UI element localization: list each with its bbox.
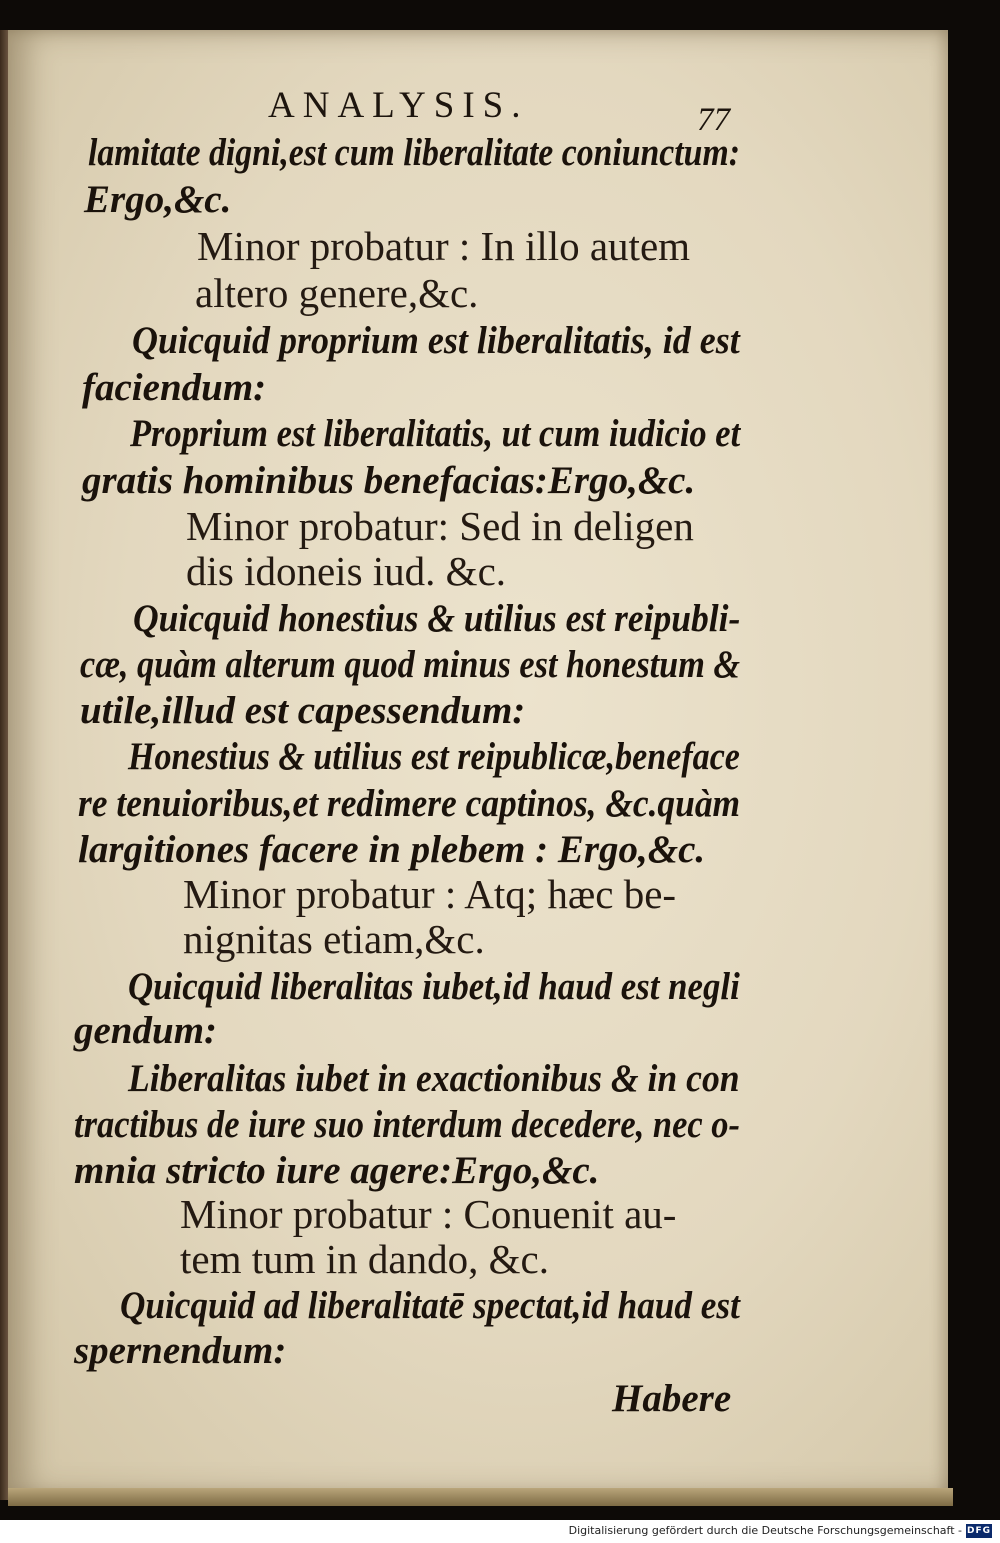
- text-line: mnia stricto iure agere:Ergo,&c.: [74, 1149, 600, 1192]
- text-line: Quicquid honestius & utilius est reipubli-: [133, 597, 741, 640]
- page-number: 77: [697, 102, 730, 138]
- text-line: gendum:: [74, 1009, 218, 1052]
- text-line: utile,illud est capessendum:: [80, 689, 526, 732]
- text-line: spernendum:: [74, 1329, 287, 1372]
- running-title: ANALYSIS.: [268, 85, 529, 126]
- text-line: Quicquid liberalitas iubet,id haud est negli: [128, 965, 740, 1008]
- text-line: Quicquid ad liberalitatē spectat,id haud est: [120, 1284, 740, 1327]
- text-line: Minor probatur : In illo autem: [197, 223, 691, 269]
- text-line: Honestius & utilius est reipublicæ,beneface: [128, 735, 740, 778]
- footer-bar: [0, 1520, 1000, 1543]
- dfg-logo-icon: DFG: [966, 1526, 991, 1536]
- text-line: gratis hominibus benefacias:Ergo,&c.: [82, 459, 696, 502]
- text-line: re tenuioribus,et redimere captinos, &c.quàm: [78, 782, 741, 825]
- text-line: Minor probatur: Sed in deligen: [186, 503, 694, 549]
- text-line: faciendum:: [82, 366, 267, 409]
- text-line: largitiones facere in plebem : Ergo,&c.: [78, 828, 706, 871]
- text-line: dis idoneis iud. &c.: [186, 548, 507, 594]
- catchword: Habere: [612, 1377, 732, 1420]
- text-line: Quicquid proprium est liberalitatis, id est: [132, 319, 740, 362]
- text-line: tem tum in dando, &c.: [180, 1236, 549, 1282]
- text-line: Minor probatur : Conuenit au-: [180, 1191, 677, 1237]
- text-line: altero genere,&c.: [195, 270, 479, 316]
- text-line: lamitate digni,est cum liberalitate coniunctum:: [88, 131, 740, 174]
- text-line: Liberalitas iubet in exactionibus & in con: [128, 1057, 740, 1100]
- page-header: [0, 84, 1000, 138]
- funding-credit: Digitalisierung gefördert durch die Deutsche Forschungsgemeinschaft -: [568, 1524, 962, 1537]
- text-line: Ergo,&c.: [84, 178, 232, 221]
- text-line: Minor probatur : Atq; hæc be-: [183, 871, 677, 917]
- text-line: Proprium est liberalitatis, ut cum iudicio et: [130, 412, 741, 455]
- page-edge: [8, 1488, 953, 1506]
- text-line: nignitas etiam,&c.: [183, 916, 485, 962]
- text-line: cæ, quàm alterum quod minus est honestum &: [80, 643, 741, 686]
- text-line: tractibus de iure suo interdum decedere, nec o-: [74, 1103, 740, 1146]
